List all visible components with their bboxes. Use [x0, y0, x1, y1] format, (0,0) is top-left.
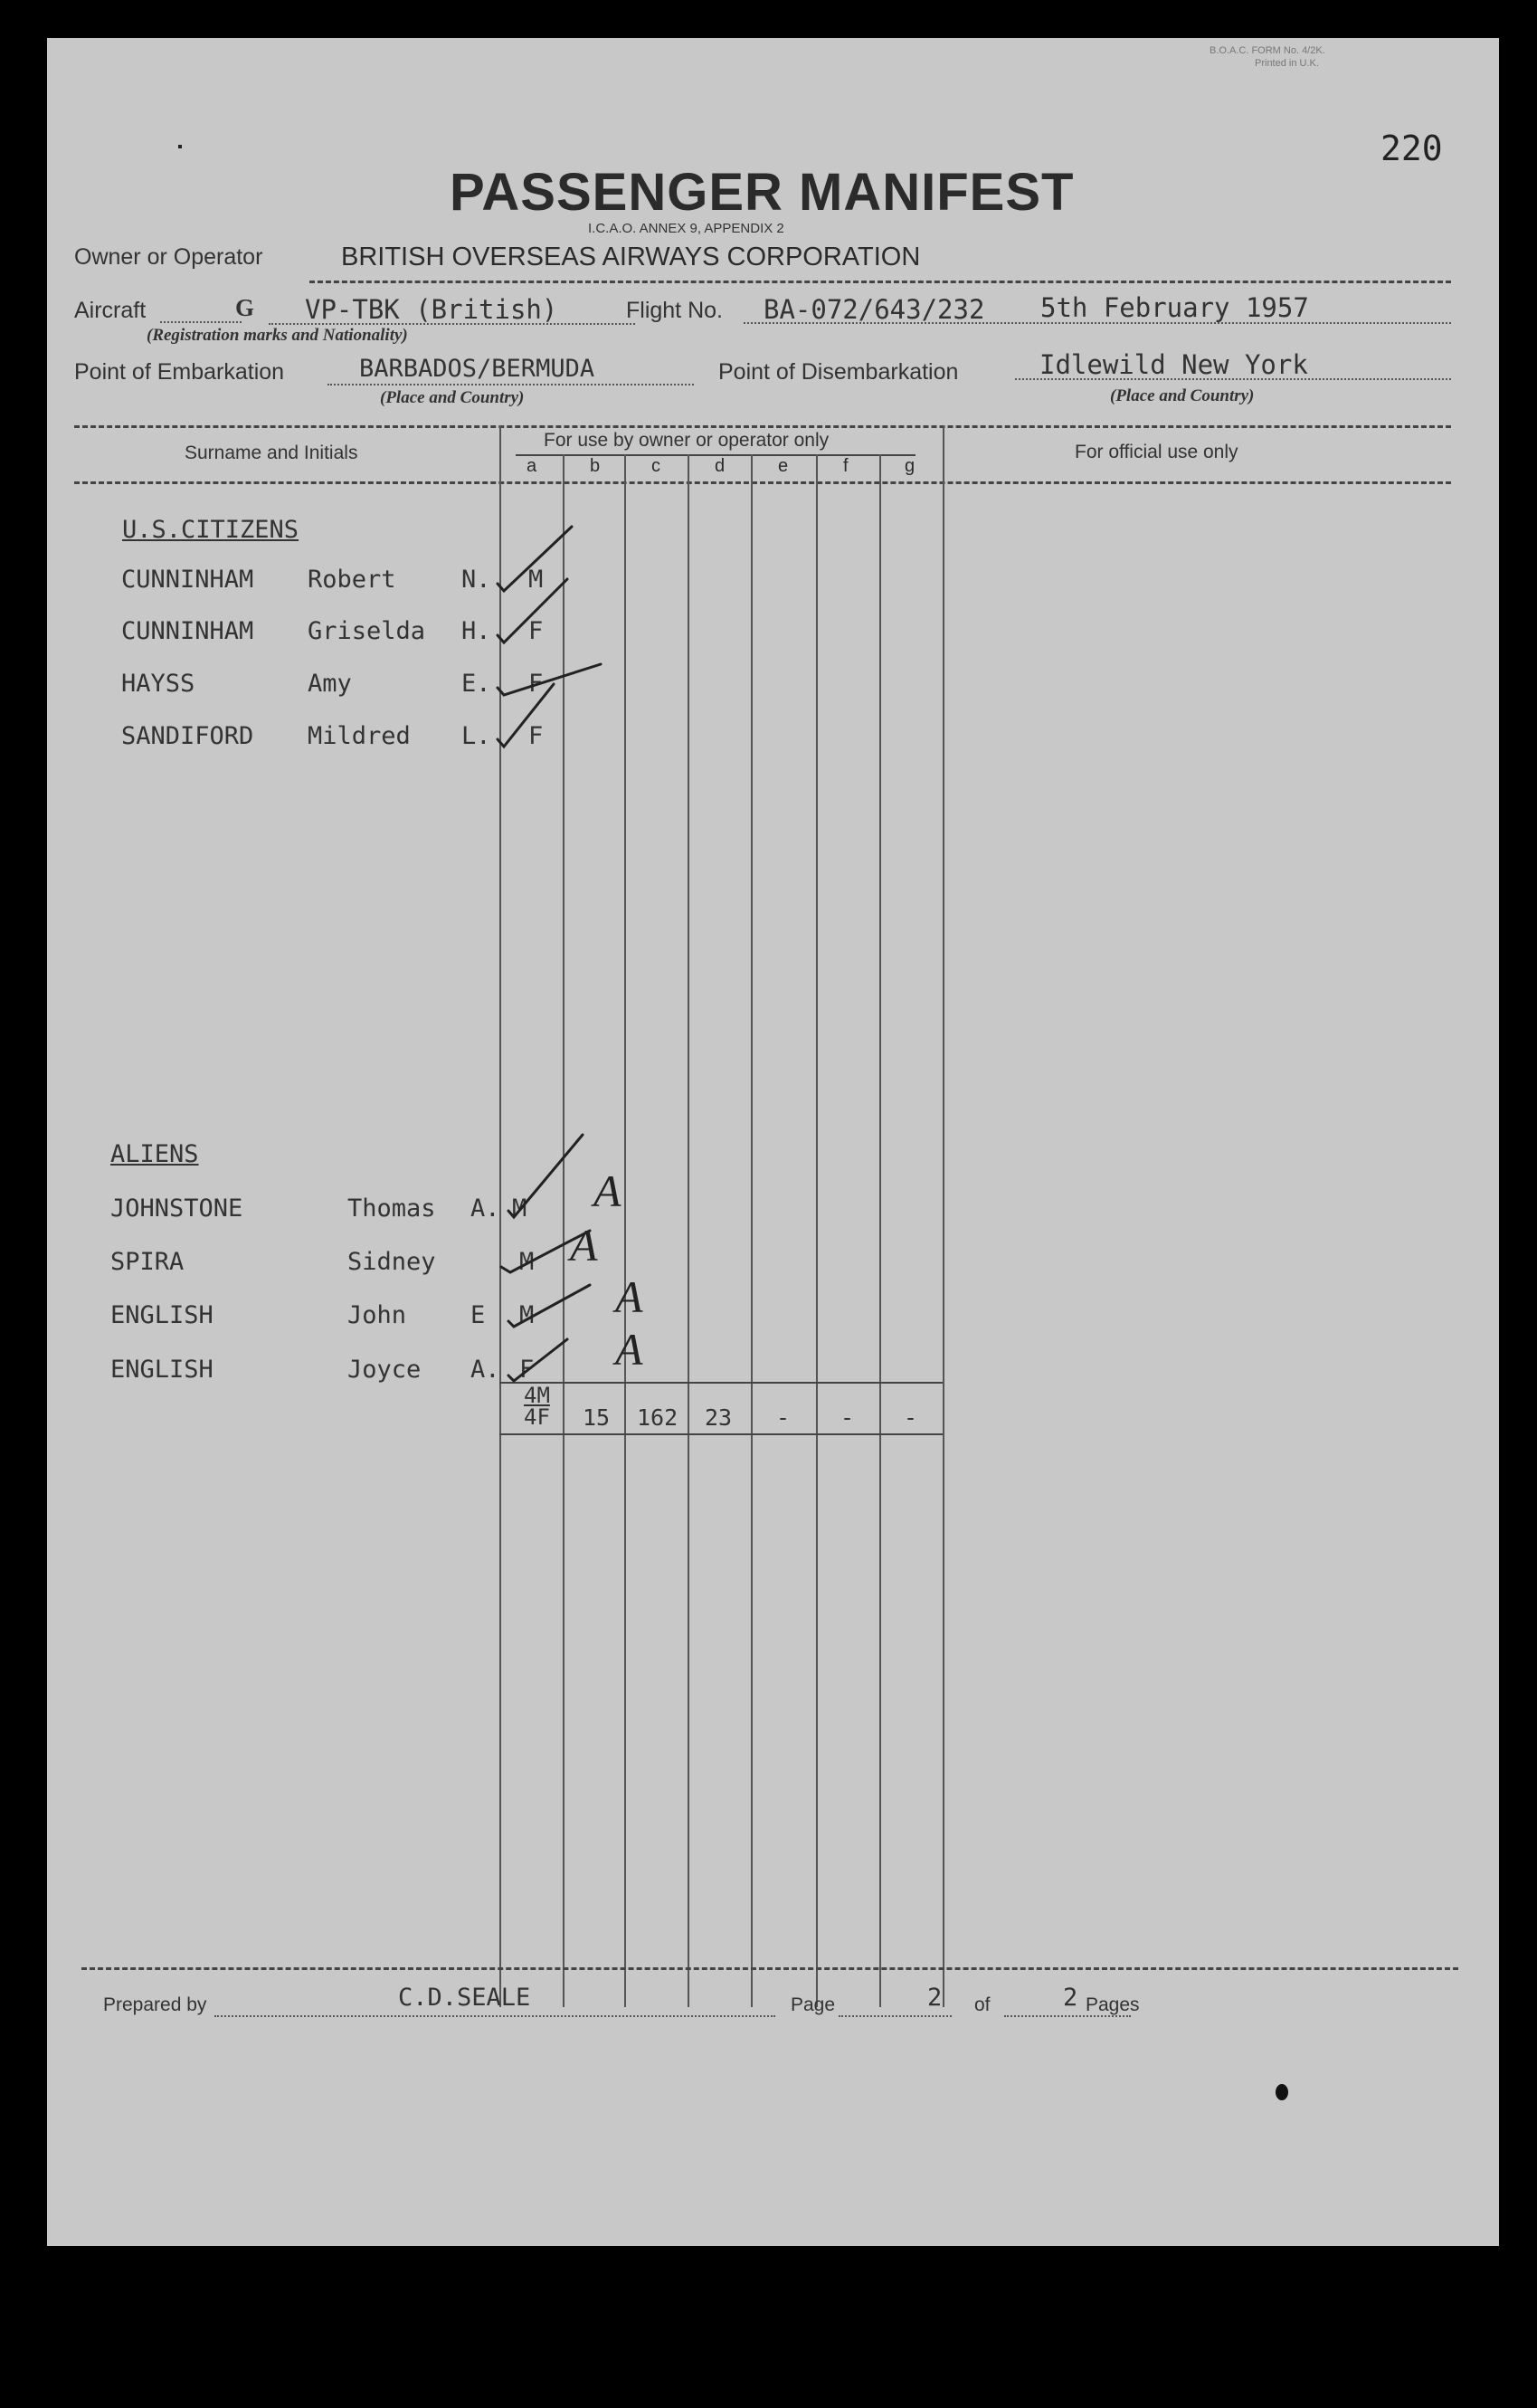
passenger-first-name: Robert [308, 566, 396, 594]
passenger-initial: N. [461, 566, 491, 594]
passenger-surname: SPIRA [110, 1248, 185, 1276]
manifest-sheet [47, 38, 1499, 2246]
flight-value: BA-072/643/232 [764, 294, 985, 325]
owner-value: BRITISH OVERSEAS AIRWAYS CORPORATION [341, 243, 921, 271]
passenger-sex: F [519, 1356, 535, 1384]
total-a-bottom: 4F [524, 1404, 550, 1430]
passenger-sex: F [528, 722, 544, 750]
prepared-label: Prepared by [103, 1994, 207, 2015]
disembarkation-label: Point of Disembarkation [718, 359, 959, 385]
us-citizens-heading: U.S.CITIZENS [122, 516, 299, 544]
passenger-sex: F [528, 670, 544, 698]
checkmark-icon [498, 527, 572, 591]
subcol-b: b [590, 456, 601, 476]
total-d: 23 [705, 1404, 733, 1431]
page-total: 2 [1063, 1984, 1078, 2012]
passenger-surname: CUNNINHAM [121, 617, 254, 645]
aircraft-prefix: G [235, 294, 255, 321]
passenger-first-name: Joyce [347, 1356, 422, 1384]
handwritten-mark: A [615, 1324, 643, 1375]
header-operator: For use by owner or operator only [544, 430, 830, 451]
passenger-initial: L. [461, 722, 491, 750]
passenger-first-name: Amy [308, 670, 352, 698]
aliens-heading: ALIENS [110, 1140, 199, 1168]
passenger-surname: SANDIFORD [121, 722, 254, 750]
page-current: 2 [927, 1984, 943, 2012]
handwritten-mark: A [570, 1220, 598, 1271]
subcol-g: g [905, 456, 916, 476]
subcol-d: d [715, 456, 726, 476]
ink-speck [1276, 2084, 1288, 2100]
checkmark-icon [508, 1285, 590, 1327]
passenger-surname: ENGLISH [110, 1301, 213, 1329]
passenger-first-name: John [347, 1301, 407, 1329]
handwritten-checkmarks [47, 38, 1499, 2246]
subcol-a: a [527, 456, 537, 476]
total-g: - [904, 1404, 918, 1431]
header-official: For official use only [1075, 442, 1238, 462]
aircraft-value: VP-TBK (British) [305, 294, 558, 325]
subcol-f: f [843, 456, 849, 476]
prepared-value: C.D.SEALE [398, 1984, 531, 2012]
passenger-first-name: Thomas [347, 1194, 436, 1223]
passenger-first-name: Mildred [308, 722, 411, 750]
passenger-initial: H. [461, 617, 491, 645]
total-f: - [840, 1404, 855, 1431]
subcol-c: c [651, 456, 660, 476]
disembarkation-value: Idlewild New York [1039, 349, 1308, 380]
checkmark-icon [508, 1135, 583, 1217]
passenger-surname: HAYSS [121, 670, 195, 698]
checkmark-icon [508, 1339, 567, 1381]
flight-date: 5th February 1957 [1040, 292, 1309, 323]
owner-label: Owner or Operator [74, 244, 263, 270]
passenger-sex: M [519, 1248, 535, 1276]
header-surname: Surname and Initials [185, 443, 358, 463]
embarkation-value: BARBADOS/BERMUDA [359, 355, 595, 383]
form-reference: B.O.A.C. FORM No. 4/2K. [1210, 45, 1325, 56]
passenger-sex: M [519, 1301, 535, 1329]
passenger-first-name: Sidney [347, 1248, 436, 1276]
total-a-top: 4M [524, 1383, 550, 1408]
passenger-surname: CUNNINHAM [121, 566, 254, 594]
passenger-first-name: Griselda [308, 617, 426, 645]
passenger-initial: E. [461, 670, 491, 698]
total-c: 162 [637, 1404, 678, 1431]
pages-label: Pages [1086, 1994, 1140, 2015]
checkmark-icon [501, 1231, 590, 1272]
passenger-sex: M [528, 566, 544, 594]
passenger-surname: JOHNSTONE [110, 1194, 243, 1223]
of-label: of [974, 1994, 991, 2015]
embarkation-note: (Place and Country) [380, 388, 525, 407]
passenger-initial: A. [470, 1356, 500, 1384]
passenger-surname: ENGLISH [110, 1356, 213, 1384]
passenger-sex: M [512, 1194, 527, 1223]
aircraft-label: Aircraft [74, 298, 147, 323]
handwritten-mark: A [593, 1166, 621, 1216]
document-title: PASSENGER MANIFEST [450, 163, 1075, 222]
total-e: - [776, 1404, 791, 1431]
passenger-sex: F [528, 617, 544, 645]
total-b: 15 [583, 1404, 611, 1431]
printed-note: Printed in U.K. [1255, 58, 1319, 69]
page-number: 220 [1380, 128, 1443, 168]
passenger-initial: E [470, 1301, 486, 1329]
handwritten-mark: A [615, 1271, 643, 1322]
disembarkation-note: (Place and Country) [1110, 386, 1255, 405]
embarkation-label: Point of Embarkation [74, 359, 285, 385]
subcol-e: e [778, 456, 789, 476]
document-subtitle: I.C.A.O. ANNEX 9, APPENDIX 2 [588, 221, 784, 236]
registration-note: (Registration marks and Nationality) [147, 326, 408, 345]
flight-label: Flight No. [626, 298, 723, 323]
page-label: Page [791, 1994, 836, 2015]
passenger-initial: A. [470, 1194, 500, 1223]
ink-speck [178, 145, 182, 148]
